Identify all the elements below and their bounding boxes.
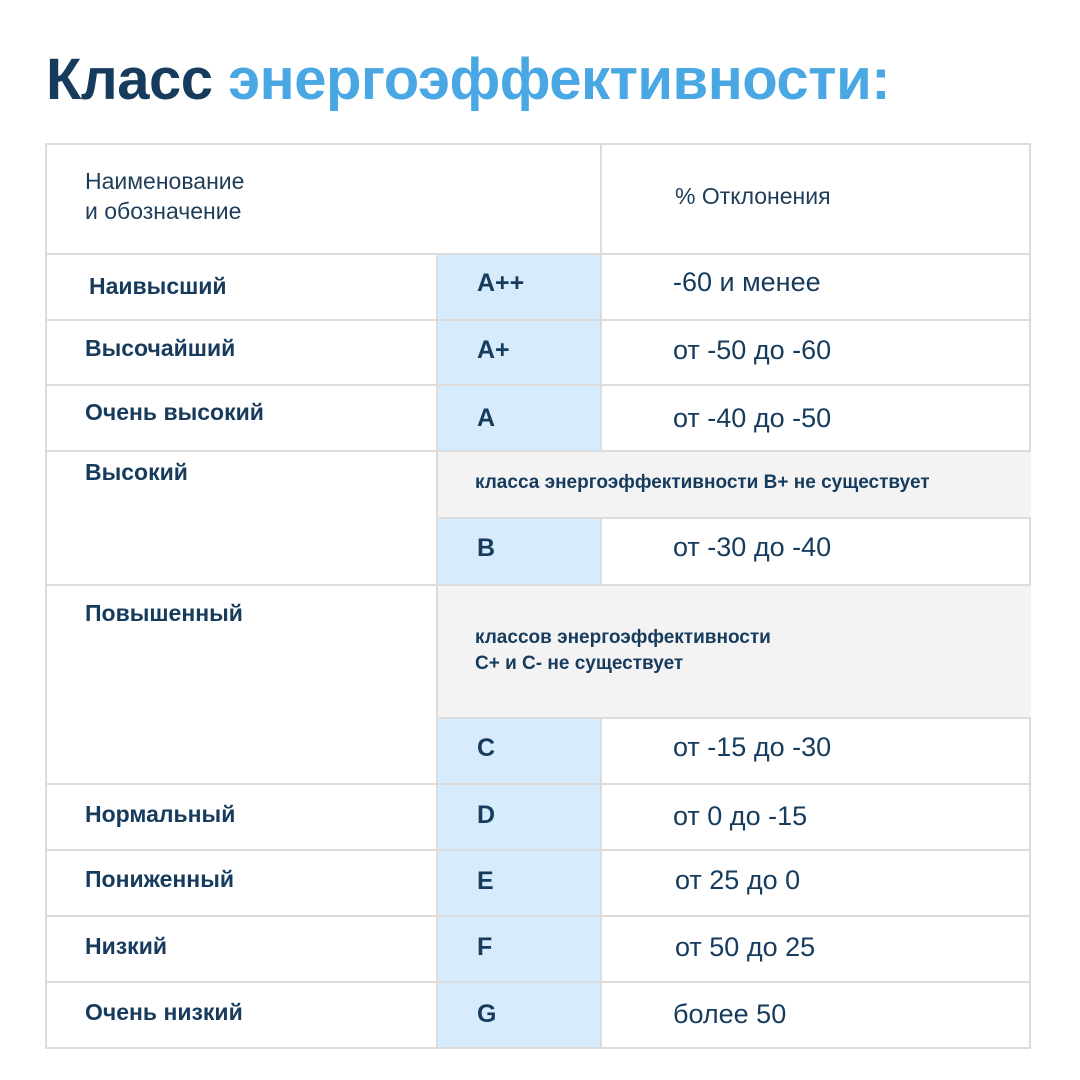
deviation-value: -60 и менее [673,267,821,297]
class-code: F [477,933,493,961]
row-divider [47,253,1031,255]
code-cell-bg [438,719,602,785]
column-divider [600,253,602,452]
header-name-label [85,166,244,226]
row-divider [47,319,1031,321]
class-name: Высочайший [85,335,236,361]
class-code: A+ [477,336,510,364]
class-code: A [477,404,496,432]
row-divider [438,717,1031,719]
header-name-line2: и обозначение [85,198,242,224]
class-name: Наивысший [89,273,227,299]
class-code: D [477,801,496,829]
class-name: Нормальный [85,801,236,827]
class-name: Низкий [85,933,167,959]
deviation-value: от -50 до -60 [673,335,832,365]
row-divider [47,981,1031,983]
code-cell-bg [438,519,602,585]
row-divider [47,849,1031,851]
deviation-value: от 0 до -15 [673,801,808,831]
page-title [46,40,890,120]
energy-class-table [45,143,1031,1049]
class-note-line2: C+ и C- не существует [475,653,684,674]
title-part-class: Класс [46,47,213,112]
code-cell-bg [438,321,602,386]
code-cell-bg [438,386,602,452]
class-code: A++ [477,269,525,297]
row-divider [47,450,1031,452]
deviation-value: более 50 [673,999,787,1029]
class-name: Очень высокий [85,399,264,425]
deviation-value: от -40 до -50 [673,403,832,433]
deviation-value: от 25 до 0 [675,865,801,895]
class-code: B [477,534,496,562]
row-divider [47,384,1031,386]
class-code: C [477,734,496,762]
deviation-value: от -15 до -30 [673,732,832,762]
header-deviation-label: % Отклонения [675,183,831,209]
column-divider [600,145,602,253]
class-code: G [477,1000,497,1028]
column-divider [600,517,602,586]
class-name: Очень низкий [85,999,243,1025]
code-cell-bg [438,851,602,917]
class-note: класса энергоэффективности B+ не существует [475,472,930,493]
deviation-value: от 50 до 25 [675,932,816,962]
row-divider [438,517,1031,519]
class-note [475,625,771,677]
class-name: Пониженный [85,866,234,892]
class-note-line1: классов энергоэффективности [475,627,771,648]
column-divider [600,717,602,1049]
row-divider [47,915,1031,917]
row-divider [47,584,1031,586]
class-name: Высокий [85,459,188,485]
class-code: E [477,867,494,895]
header-name-line1: Наименование [85,168,245,194]
deviation-value: от -30 до -40 [673,532,832,562]
column-divider [436,253,438,1049]
class-name: Повышенный [85,600,243,626]
code-cell-bg [438,917,602,983]
title-part-efficiency: энергоэффективности: [228,47,891,112]
row-divider [47,783,1031,785]
code-cell-bg [438,983,602,1047]
code-cell-bg [438,785,602,851]
